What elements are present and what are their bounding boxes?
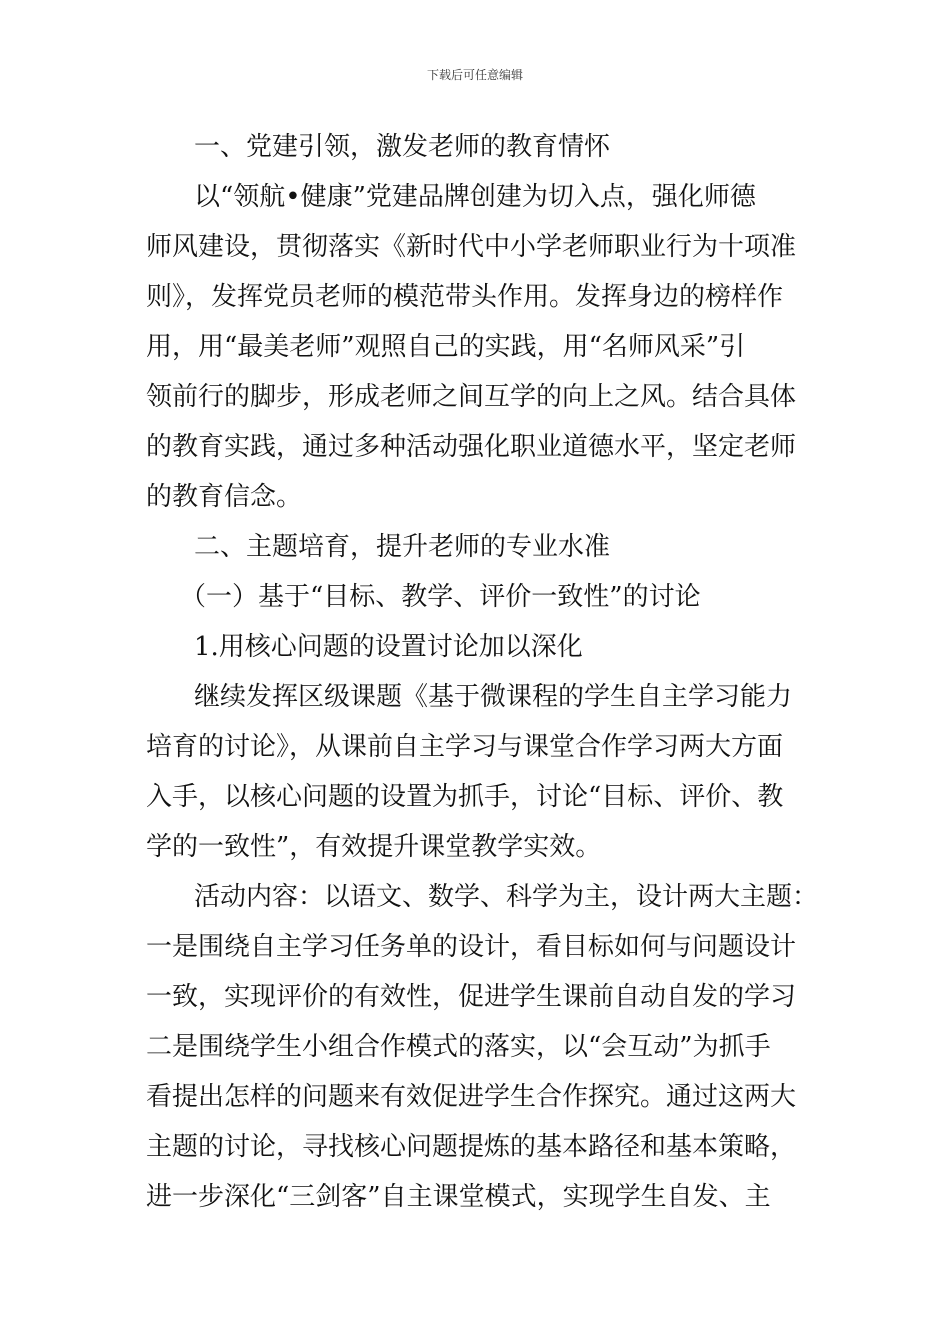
paragraph-line: 则》，发挥党员老师的模范带头作用。发挥身边的榜样作 [146,282,784,312]
paragraph-line: 入手，以核心问题的设置为抓手，讨论“目标、评价、教 [146,782,784,812]
paragraph-line: 的教育信念。 [146,482,303,512]
section-heading-1: 一、党建引领，激发老师的教育情怀 [194,132,611,162]
item-heading: 1.用核心问题的设置讨论加以深化 [194,632,583,662]
paragraph-line: 培育的讨论》，从课前自主学习与课堂合作学习两大方面 [146,732,784,762]
paragraph-line: 二是围绕学生小组合作模式的落实，以“会互动”为抓手 [146,1032,771,1062]
paragraph-line: 师风建设，贯彻落实《新时代中小学老师职业行为十项准 [146,232,797,262]
paragraph-line: 一是围绕自主学习任务单的设计，看目标如何与问题设计 [146,932,797,962]
paragraph-line: 主题的讨论，寻找核心问题提炼的基本路径和基本策略， [146,1132,797,1162]
document-body [146,122,826,1222]
page-header-note: 下载后可任意编辑 [426,68,523,82]
paragraph-line: 活动内容：以语文、数学、科学为主，设计两大主题： [194,882,819,912]
paragraph-line: 看提出怎样的问题来有效促进学生合作探究。通过这两大 [146,1082,797,1112]
section-heading-2: 二、主题培育，提升老师的专业水准 [194,532,611,562]
paragraph-line: 以“领航•健康”党建品牌创建为切入点，强化师德 [194,182,756,212]
paragraph-line: 领前行的脚步，形成老师之间互学的向上之风。结合具体 [146,382,797,412]
paragraph-line: 学的一致性”，有效提升课堂教学实效。 [146,832,602,862]
paragraph-line: 继续发挥区级课题《基于微课程的学生自主学习能力 [194,682,793,712]
paragraph-line: 用，用“最美老师”观照自己的实践，用“名师风采”引 [146,332,746,362]
paragraph-line: 的教育实践，通过多种活动强化职业道德水平，坚定老师 [146,432,797,462]
paragraph-line: 一致，实现评价的有效性，促进学生课前自动自发的学习 [146,982,797,1012]
subsection-heading: （一）基于“目标、教学、评价一致性”的讨论 [180,582,701,612]
paragraph-line: 进一步深化“三剑客”自主课堂模式，实现学生自发、主 [146,1182,771,1212]
